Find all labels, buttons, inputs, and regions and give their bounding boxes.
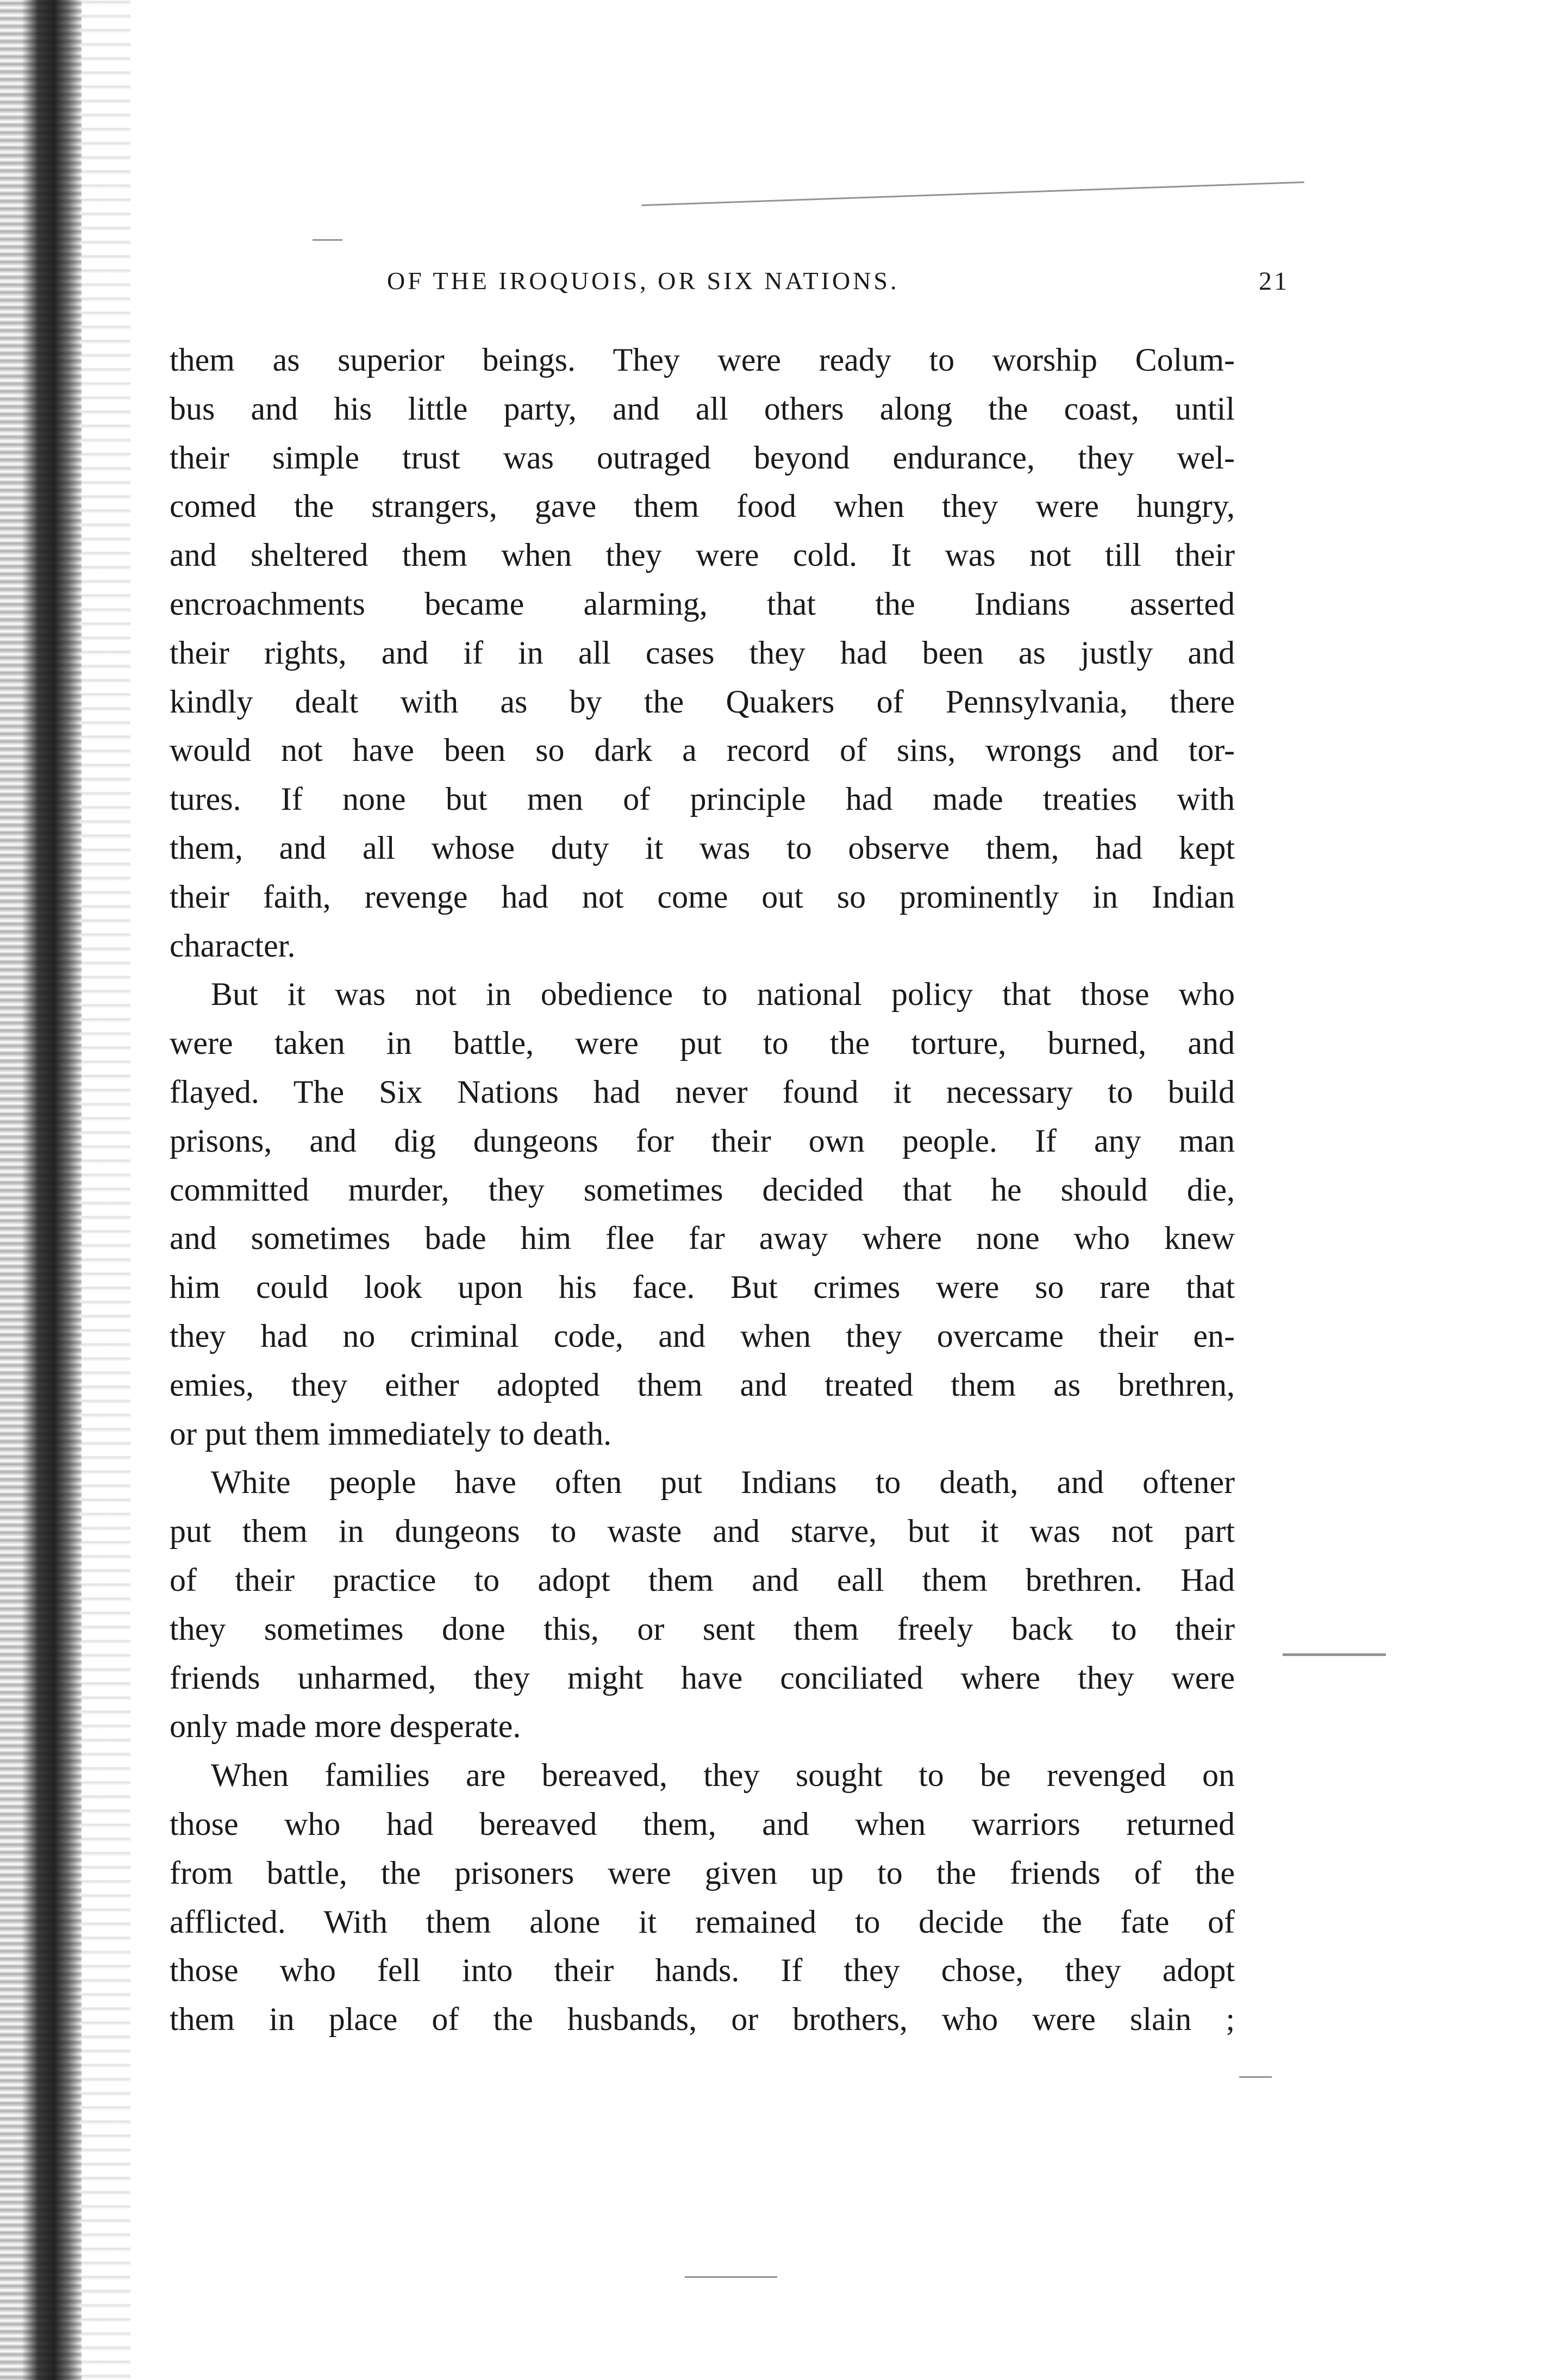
running-head: [170, 266, 1289, 310]
scan-mark: [313, 239, 342, 241]
text-line: emies, they either adopted them and treated them as brethren,: [170, 1366, 1235, 1403]
text-line: and sheltered them when they were cold. It was not till their: [170, 537, 1235, 573]
running-title: OF THE IROQUOIS, OR SIX NATIONS.: [387, 267, 900, 295]
text-line: character.: [170, 927, 296, 964]
scan-mark: [1239, 2076, 1272, 2078]
text-line: him could look upon his face. But crimes were so rare that: [170, 1269, 1235, 1305]
text-line: friends unharmed, they might have conciliated where they were: [170, 1659, 1235, 1696]
text-line: and sometimes bade him flee far away where none who knew: [170, 1220, 1235, 1257]
text-line: their rights, and if in all cases they had been as justly and: [170, 634, 1235, 671]
text-line: them as superior beings. They were ready to worship Colum-: [170, 342, 1235, 378]
text-line: were taken in battle, were put to the torture, burned, and: [170, 1025, 1235, 1061]
text-line: they had no criminal code, and when they overcame their en-: [170, 1317, 1235, 1354]
text-line: When families are bereaved, they sought to be revenged on: [211, 1757, 1235, 1794]
text-line: flayed. The Six Nations had never found it necessary to build: [170, 1073, 1235, 1110]
text-line: from battle, the prisoners were given up to the friends of the: [170, 1854, 1235, 1891]
text-line: them in place of the husbands, or brothers, who were slain ;: [170, 2001, 1235, 2038]
body-text: [170, 336, 1235, 2044]
scan-mark: [641, 182, 1304, 207]
text-line: tures. If none but men of principle had made treaties with: [170, 781, 1235, 817]
page-number: 21: [1259, 267, 1289, 296]
text-line: their faith, revenge had not come out so prominently in Indian: [170, 878, 1235, 915]
text-line: or put them immediately to death.: [170, 1415, 612, 1452]
text-line: put them in dungeons to waste and starve, but it was not part: [170, 1513, 1235, 1550]
text-line: kindly dealt with as by the Quakers of Pennsylvania, there: [170, 683, 1235, 720]
text-line: their simple trust was outraged beyond endurance, they wel-: [170, 439, 1235, 476]
text-line: White people have often put Indians to death, and oftener: [211, 1464, 1235, 1501]
binding-speckle: [82, 0, 130, 2380]
text-line: But it was not in obedience to national policy that those who: [211, 976, 1235, 1013]
paragraph-4: [170, 1751, 1235, 2044]
text-line: of their practice to adopt them and eall them brethren. Had: [170, 1561, 1235, 1598]
text-line: committed murder, they sometimes decided that he should die,: [170, 1171, 1235, 1208]
text-line: encroachments became alarming, that the Indians asserted: [170, 585, 1235, 622]
text-line: bus and his little party, and all others along the coast, until: [170, 390, 1235, 427]
text-line: those who fell into their hands. If they chose, they adopt: [170, 1952, 1235, 1989]
text-line: they sometimes done this, or sent them freely back to their: [170, 1610, 1235, 1647]
text-line: them, and all whose duty it was to observe them, had kept: [170, 829, 1235, 866]
scan-mark: [1283, 1653, 1386, 1656]
text-line: afflicted. With them alone it remained to decide the fate of: [170, 1903, 1235, 1940]
paragraph-2: [170, 970, 1235, 1458]
paragraph-1: [170, 336, 1235, 970]
text-line: prisons, and dig dungeons for their own people. If any man: [170, 1122, 1235, 1159]
scan-mark: [685, 2276, 777, 2278]
text-line: would not have been so dark a record of sins, wrongs and tor-: [170, 732, 1235, 769]
paragraph-3: [170, 1458, 1235, 1751]
text-line: comed the strangers, gave them food when they were hungry,: [170, 488, 1235, 524]
text-line: those who had bereaved them, and when warriors returned: [170, 1806, 1235, 1842]
binding-edge-shadow: [0, 0, 82, 2380]
text-line: only made more desperate.: [170, 1708, 521, 1745]
